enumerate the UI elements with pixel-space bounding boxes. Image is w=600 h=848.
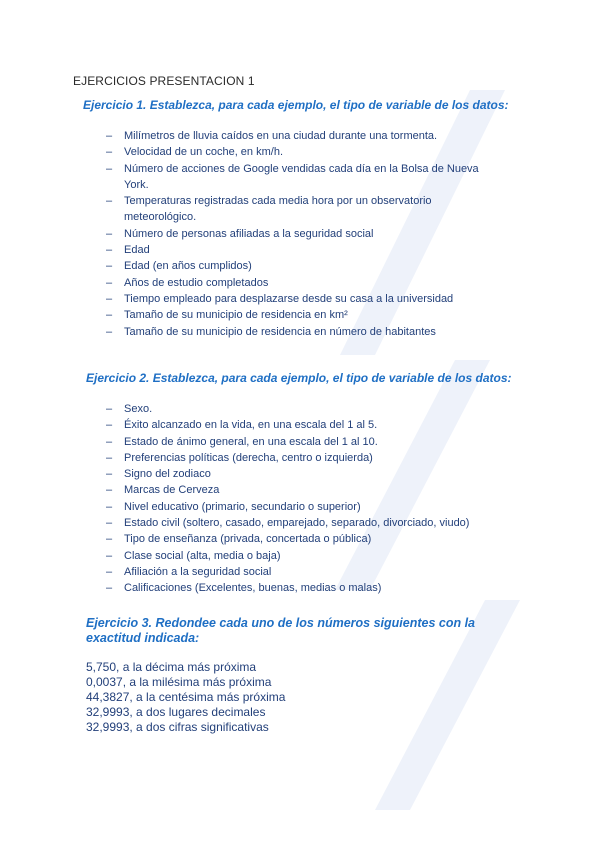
list-item: – Calificaciones (Excelentes, buenas, medias o malas): [106, 580, 506, 596]
list-item: – Preferencias políticas (derecha, centro o izquierda): [106, 450, 506, 466]
list-item: – Estado civil (soltero, casado, emparejado, separado, divorciado, viudo): [106, 515, 506, 531]
list-item: – Número de personas afiliadas a la seguridad social: [106, 226, 506, 242]
exercise-2-heading: Ejercicio 2. Establezca, para cada ejemplo, el tipo de variable de los datos:: [86, 371, 512, 385]
list-item: – Velocidad de un coche, en km/h.: [106, 144, 506, 160]
list-item: 44,3827, a la centésima más próxima: [86, 690, 286, 704]
list-item: – Estado de ánimo general, en una escala del 1 al 10.: [106, 434, 506, 450]
list-item: – Edad: [106, 242, 506, 258]
list-item: 5,750, a la décima más próxima: [86, 660, 257, 674]
list-item: – Número de acciones de Google vendidas cada día en la Bolsa de Nueva York.: [106, 161, 506, 194]
list-item: – Edad (en años cumplidos): [106, 258, 506, 274]
list-item: – Temperaturas registradas cada media hora por un observatorio meteorológico.: [106, 193, 506, 226]
list-item: – Afiliación a la seguridad social: [106, 564, 506, 580]
list-item: – Nivel educativo (primario, secundario o superior): [106, 499, 506, 515]
exercise-3-heading: Ejercicio 3. Redondee cada uno de los números siguientes con la exactitud indicada:: [86, 616, 475, 645]
list-item: – Tamaño de su municipio de residencia en número de habitantes: [106, 324, 506, 340]
list-item: 0,0037, a la milésima más próxima: [86, 675, 272, 689]
list-item: – Años de estudio completados: [106, 275, 506, 291]
document-title: EJERCICIOS PRESENTACION 1: [73, 74, 255, 88]
list-item: 32,9993, a dos cifras significativas: [86, 720, 269, 734]
list-item: – Tamaño de su municipio de residencia en km²: [106, 307, 506, 323]
exercise-1-heading: Ejercicio 1. Establezca, para cada ejemplo, el tipo de variable de los datos:: [83, 98, 509, 112]
list-item: – Tiempo empleado para desplazarse desde su casa a la universidad: [106, 291, 506, 307]
list-item: 32,9993, a dos lugares decimales: [86, 705, 266, 719]
exercise-3-list: [86, 660, 285, 735]
list-item: – Milímetros de lluvia caídos en una ciudad durante una tormenta.: [106, 128, 506, 144]
list-item: – Éxito alcanzado en la vida, en una escala del 1 al 5.: [106, 417, 506, 433]
list-item: – Tipo de enseñanza (privada, concertada o pública): [106, 531, 506, 547]
exercise-2-list: [106, 401, 506, 597]
list-item: – Sexo.: [106, 401, 506, 417]
list-item: – Marcas de Cerveza: [106, 482, 506, 498]
list-item: – Signo del zodiaco: [106, 466, 506, 482]
list-item: – Clase social (alta, media o baja): [106, 548, 506, 564]
exercise-1-list: [106, 128, 506, 340]
